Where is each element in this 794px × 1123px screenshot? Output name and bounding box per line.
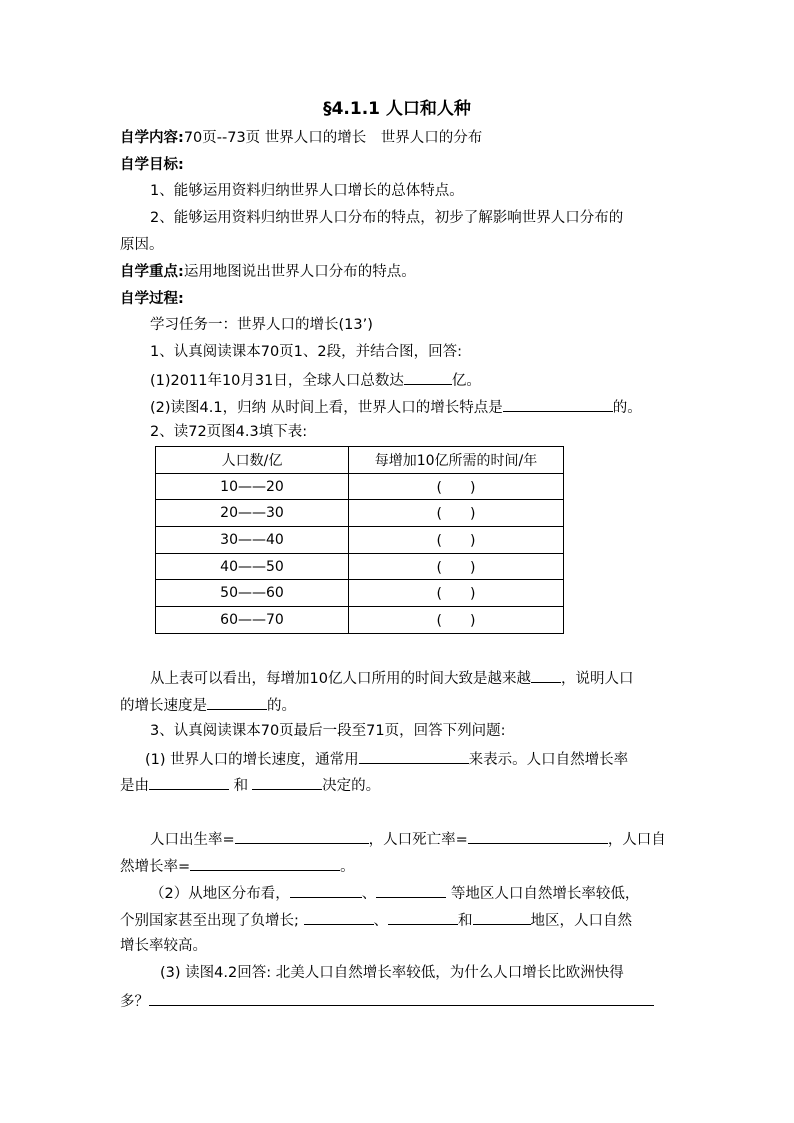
blank-low-region-2[interactable] — [376, 882, 446, 898]
after-table-line-1 — [150, 667, 633, 687]
table-cell-blank[interactable]: ( ) — [349, 473, 564, 500]
question-3-3-cont-text: 多？ — [120, 994, 149, 1010]
question-3-2-cont-text: 个别国家甚至出现了负增长; — [120, 913, 304, 929]
table-row — [156, 527, 564, 554]
question-3-2-cont — [120, 909, 632, 929]
after-table-text-1: 从上表可以看出，每增加10亿人口所用的时间大致是越来越 — [150, 671, 531, 687]
blank-growth-feature[interactable] — [503, 396, 613, 412]
table-cell-blank[interactable]: ( ) — [349, 607, 564, 634]
question-3-1-suffix: 来表示。人口自然增长率 — [468, 752, 629, 768]
goal-item-2: 2、能够运用资料归纳世界人口分布的特点，初步了解影响世界人口分布的 — [150, 210, 624, 226]
table-header-population: 人口数/亿 — [156, 447, 349, 474]
blank-growth-measure[interactable] — [359, 748, 469, 764]
table-cell-blank[interactable]: ( ) — [349, 553, 564, 580]
and-word: 和 — [458, 913, 473, 929]
page-title: §4.1.1 人口和人种 — [323, 99, 471, 119]
blank-high-region-1[interactable] — [304, 909, 374, 925]
question-1: 1、认真阅读课本70页1、2段，并结合图，回答: — [150, 344, 463, 360]
blank-low-region-1[interactable] — [290, 882, 362, 898]
question-3-3-cont — [120, 990, 654, 1010]
table-row — [156, 580, 564, 607]
after-table-line-2 — [120, 694, 296, 714]
question-3-2-cont-suffix: 地区，人口自然 — [530, 913, 632, 929]
question-1-1-text: (1)2011年10月31日，全球人口总数达 — [150, 373, 404, 389]
question-3-1 — [145, 748, 628, 768]
after-table-suffix-1: ，说明人口 — [560, 671, 634, 687]
blank-factor-1[interactable] — [149, 774, 229, 790]
blank-growth-speed[interactable] — [207, 694, 267, 710]
question-3-1-and: 和 — [229, 778, 249, 794]
question-3-1-cont — [120, 774, 380, 794]
key-point-label: 自学重点: — [120, 264, 184, 280]
natural-rate-label: ，人口自 — [607, 832, 666, 848]
key-point-text: 运用地图说出世界人口分布的特点。 — [183, 264, 416, 280]
question-3-3: (3) 读图4.2回答: 北美人口自然增长率较低，为什么人口增长比欧洲快得 — [160, 965, 624, 981]
blank-natural-rate[interactable] — [190, 855, 340, 871]
question-3-2-suffix: 等地区人口自然增长率较低， — [446, 886, 640, 902]
blank-reason-answer[interactable] — [149, 990, 654, 1006]
table-row — [156, 553, 564, 580]
question-1-2 — [150, 396, 642, 416]
table-cell-range: 10——20 — [156, 473, 349, 500]
table-cell-range: 30——40 — [156, 527, 349, 554]
blank-high-region-2[interactable] — [388, 909, 458, 925]
content-label: 自学内容: — [120, 130, 184, 146]
table-row — [156, 473, 564, 500]
question-1-1-suffix: 亿。 — [451, 373, 481, 389]
question-3-1-text: (1) 世界人口的增长速度，通常用 — [145, 752, 359, 768]
question-3-2-end: 增长率较高。 — [120, 938, 207, 954]
process-label: 自学过程: — [120, 291, 184, 307]
question-3-2-text: （2）从地区分布看， — [150, 886, 290, 902]
blank-death-rate[interactable] — [468, 828, 608, 844]
key-point-line — [120, 262, 416, 282]
separator: 、 — [373, 913, 388, 929]
table-cell-blank[interactable]: ( ) — [349, 500, 564, 527]
table-cell-range: 40——50 — [156, 553, 349, 580]
question-2: 2、读72页图4.3填下表: — [150, 424, 308, 440]
table-header-row — [156, 447, 564, 474]
goal-item-2-cont: 原因。 — [120, 237, 164, 253]
rates-line-1 — [150, 828, 666, 848]
question-3-2 — [150, 882, 639, 902]
question-1-2-suffix: 的。 — [612, 400, 642, 416]
natural-rate-suffix: 。 — [340, 859, 355, 875]
after-table-suffix-2: 的。 — [267, 698, 296, 714]
table-row — [156, 500, 564, 527]
content-text: 70页--73页 世界人口的增长 世界人口的分布 — [183, 130, 483, 146]
content-line — [120, 128, 482, 148]
question-3: 3、认真阅读课本70页最后一段至71页，回答下列问题: — [150, 723, 506, 739]
blank-birth-rate[interactable] — [235, 828, 369, 844]
separator: 、 — [361, 886, 377, 902]
blank-population-total[interactable] — [404, 369, 452, 385]
blank-factor-2[interactable] — [252, 774, 322, 790]
table-cell-blank[interactable]: ( ) — [349, 580, 564, 607]
population-time-table — [155, 446, 564, 634]
question-1-2-text: (2)读图4.1，归纳 从时间上看，世界人口的增长特点是 — [150, 400, 503, 416]
natural-rate-label-cont: 然增长率= — [120, 859, 191, 875]
task-1-heading: 学习任务一：世界人口的增长(13’) — [150, 317, 373, 333]
table-cell-blank[interactable]: ( ) — [349, 527, 564, 554]
table-cell-range: 50——60 — [156, 580, 349, 607]
after-table-text-2: 的增长速度是 — [120, 698, 207, 714]
question-1-1 — [150, 369, 481, 389]
blank-time-trend[interactable] — [531, 667, 561, 683]
table-header-time: 每增加10亿所需的时间/年 — [349, 447, 564, 474]
table-row — [156, 607, 564, 634]
goal-item-1: 1、能够运用资料归纳世界人口增长的总体特点。 — [150, 183, 464, 199]
rates-line-2 — [120, 855, 355, 875]
death-rate-label: ，人口死亡率= — [368, 832, 468, 848]
table-cell-range: 60——70 — [156, 607, 349, 634]
blank-high-region-3[interactable] — [473, 909, 531, 925]
question-3-1-cont-text: 是由 — [120, 778, 149, 794]
table-cell-range: 20——30 — [156, 500, 349, 527]
question-3-1-cont-suffix: 决定的。 — [322, 778, 381, 794]
birth-rate-label: 人口出生率= — [150, 832, 235, 848]
goals-label: 自学目标: — [120, 157, 184, 173]
